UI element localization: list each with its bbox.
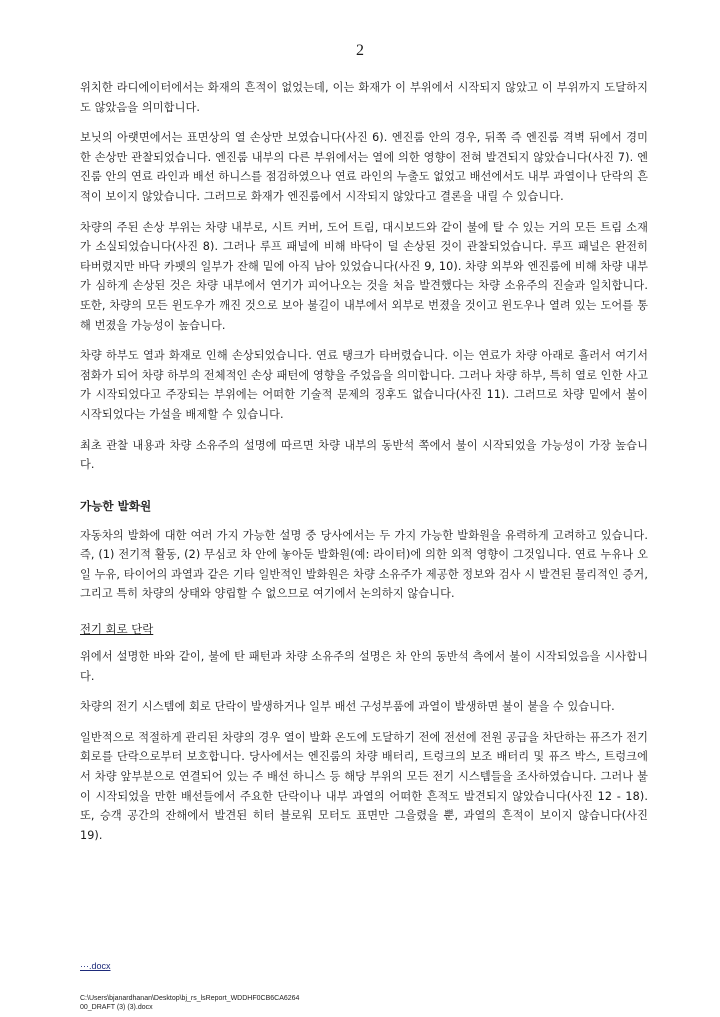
page-number: 2 <box>356 42 364 59</box>
section-heading-ignition-sources: 가능한 발화원 <box>80 498 152 513</box>
sub-heading-short-circuit: 전기 회로 단락 <box>80 622 154 637</box>
paragraph-electrical-fire: 차량의 전기 시스템에 회로 단락이 발생하거나 일부 배선 구성부품에 과열이 발생하면 불이 붙을 수 있습니다. <box>80 700 615 714</box>
paragraph-underbody: 차량 하부도 열과 화재로 인해 손상되었습니다. 연료 탱크가 타버렸습니다. 이는 연료가 차량 아래로 흘러서 여기서 점화가 되어 차량 하부의 전체적인 손상 패턴에 영향을 주었음을 의미합니다. 그러나 차량 하부, 특히 열로 인한 사고가 시작되었다고 주장되는 부위에는 어떠한 기술적 문제의 징후도 없습니다(사진 11). 그러므로 차량 밑에서 불이 시작되었다는 가설을 배제할 수 있습니다. <box>80 349 648 421</box>
document-body <box>80 78 648 856</box>
paragraph-burn-pattern: 위에서 설명한 바와 같이, 불에 탄 패턴과 차량 소유주의 설명은 차 안의 동반석 측에서 불이 시작되었음을 시사합니다. <box>80 650 648 683</box>
footer-file-path <box>80 994 299 1012</box>
paragraph-radiator: 위치한 라디에이터에서는 화재의 흔적이 없었는데, 이는 화재가 이 부위에서 시작되지 않았고 이 부위까지 도달하지도 않았음을 의미합니다. <box>80 81 648 114</box>
paragraph-engine-room: 보닛의 아랫면에서는 표면상의 열 손상만 보였습니다(사진 6). 엔진룸 안의 경우, 뒤쪽 즉 엔진룸 격벽 뒤에서 경미한 손상만 관찰되었습니다. 엔진룸 내부의 다른 부위에서는 열에 의한 영향이 전혀 발견되지 않았습니다(사진 7). 엔진룸 안의 연료 라인과 배선 하니스를 점검하였으나 연료 라인의 누출도 없었고 배선에서도 내부 과열이나 단락의 흔적이 보이지 않았습니다. 그러므로 화재가 엔진룸에서 시작되지 않았다고 결론을 내릴 수 있습니다. <box>80 131 648 203</box>
footer-path-line-1: C:\Users\bjanardhanan\Desktop\bj_rs_lsReport_WDDHF0CB6CA6264 <box>80 995 300 1002</box>
paragraph-fuse-inspection: 일반적으로 적절하게 관리된 차량의 경우 열이 발화 온도에 도달하기 전에 전선에 전원 공급을 차단하는 퓨즈가 전기 회로를 단락으로부터 보호합니다. 당사에서는 엔진룸의 차량 배터리, 트렁크의 보조 배터리 및 퓨즈 박스, 트렁크에서 차량 앞부분으로 연결되어 있는 주 배선 하니스 등 해당 부위의 모든 전기 시스템들을 조사하였습니다. 그러나 불이 시작되었을 만한 배선들에서 주요한 단락이나 내부 과열의 어떠한 흔적도 발견되지 않았습니다(사진 12 - 18). 또, 승객 공간의 잔해에서 발견된 히터 블로워 모터도 표면만 그을렸을 뿐, 과열의 흔적이 보이지 않습니다(사진 19). <box>80 730 648 842</box>
paragraph-interior-damage: 차량의 주된 손상 부위는 차량 내부로, 시트 커버, 도어 트림, 대시보드와 같이 불에 탈 수 있는 거의 모든 트림 소재가 소실되었습니다(사진 8). 그러나 루프 패널에 비해 바닥이 덜 손상된 것이 관찰되었습니다. 루프 패널은 완전히 타버렸지만 바닥 카펫의 일부가 잔해 밑에 아직 남아 있었습니다(사진 9, 10). 차량 외부와 엔진룸에 비해 차량 내부가 심하게 손상된 것은 차량 내부에서 연기가 피어나오는 것을 처음 발견했다는 차량 소유주의 진술과 일치합니다. 또한, 차량의 모든 윈도우가 깨진 것으로 보아 불길이 내부에서 외부로 번졌을 것이고 윈도우나 열려 있는 도어를 통해 번졌을 가능성이 높습니다. <box>80 220 648 332</box>
paragraph-origin-conclusion: 최초 관찰 내용과 차량 소유주의 설명에 따르면 차량 내부의 동반석 쪽에서 불이 시작되었을 가능성이 가장 높습니다. <box>80 438 648 472</box>
footer-path-line-2: 00_DRAFT (3) (3).docx <box>80 1004 153 1011</box>
paragraph-ignition-sources: 자동차의 발화에 대한 여러 가지 가능한 설명 중 당사에서는 두 가지 가능한 발화원을 유력하게 고려하고 있습니다. 즉, (1) 전기적 활동, (2) 무심코 차 안에 놓아둔 발화원(예: 라이터)에 의한 외적 영향이 그것입니다. 연료 누유나 오일 누유, 타이어의 과열과 같은 기타 일반적인 발화원은 차량 소유주가 제공한 정보와 검사 시 발견된 물리적인 증거, 그리고 특히 차량의 상태와 양립할 수 없으므로 여기에서 논의하지 않습니다. <box>80 528 648 601</box>
footer-file-link[interactable]: ···.docx <box>80 961 111 971</box>
